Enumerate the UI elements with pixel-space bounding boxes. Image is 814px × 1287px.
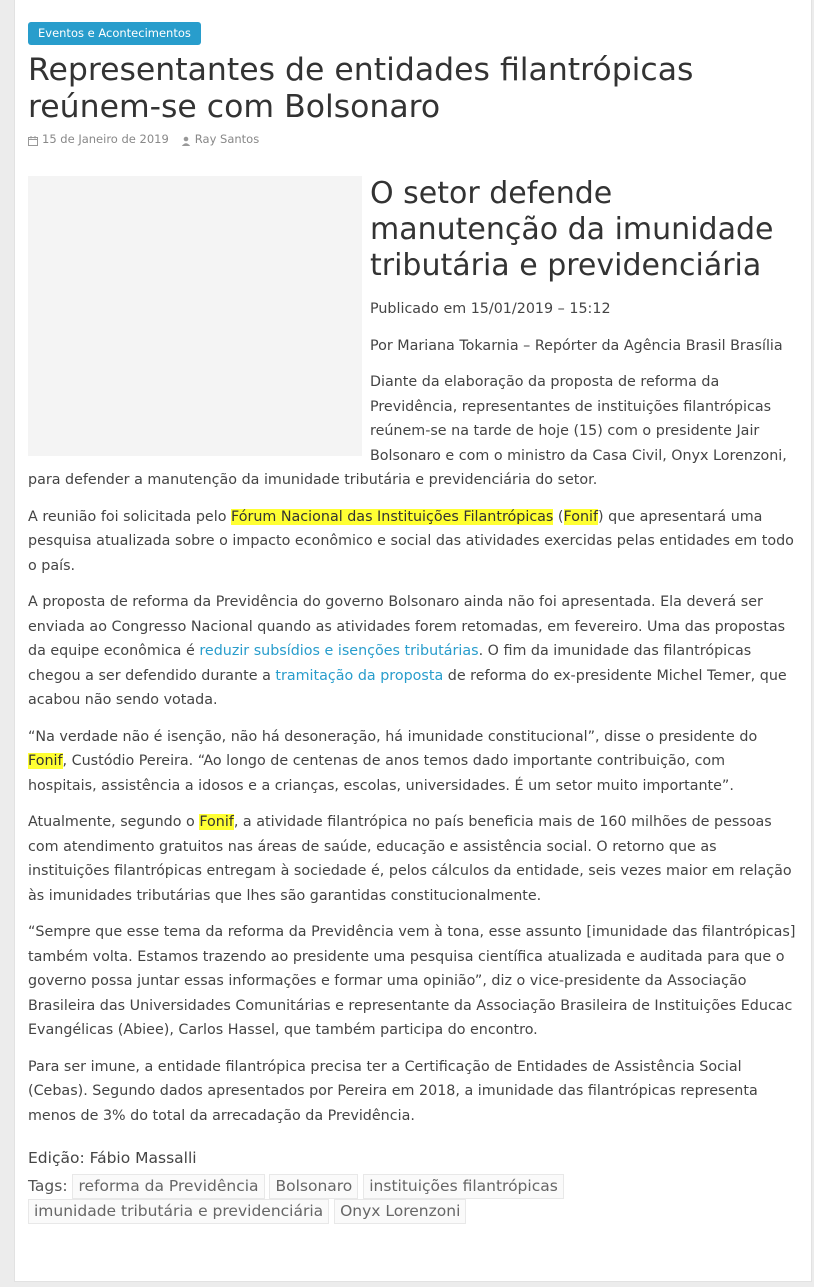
tag-list — [28, 1174, 798, 1224]
paragraph-6: “Sempre que esse tema da reforma da Previdência vem à tona, esse assunto [imunidade das filantrópicas] também volta. Estamos trazendo ao presidente uma pesquisa científica atualizada e auditada para que o governo possa juntar essas informações e formar uma opinião”, diz o vice-presidente da Associação Brasileira das Universidades Comunitárias e representante da Associação Brasileira de Instituições Educac Evangélicas (Abiee), Carlos Hassel, que também participa do encontro. — [28, 924, 796, 1038]
paragraph-5-text: Atualmente, segundo o — [28, 814, 200, 830]
paragraph-3-text: A proposta de reforma da Previdência do governo Bolsonaro ainda não foi apresentada. Ela deverá ser enviada ao Congresso Nacional quando as atividades forem retomadas, em fevereiro. Uma das propostas da equipe econômica é — [28, 594, 786, 659]
tag-item[interactable]: reforma da Previdência — [72, 1174, 264, 1199]
byline: Por Mariana Tokarnia – Repórter da Agência Brasil Brasília — [370, 337, 783, 354]
published-line: Publicado em 15/01/2019 – 15:12 — [370, 301, 611, 317]
user-icon — [181, 135, 191, 145]
post-date[interactable]: 15 de Janeiro de 2019 — [42, 132, 169, 146]
paragraph-7: Para ser imune, a entidade filantrópica precisa ter a Certificação de Entidades de Assistência Social (Cebas). Segundo dados apresentados por Pereira em 2018, a imunidade das filantrópicas representa menos de 3% do total da arrecadação da Previdência. — [28, 1058, 758, 1124]
page-title: Representantes de entidades filantrópicas reúnem-se com Bolsonaro — [28, 52, 694, 125]
paragraph-2 — [28, 505, 798, 579]
paragraph-4-text: “Na verdade não é isenção, não há desoneração, há imunidade constitucional”, disse o presidente do — [28, 728, 758, 745]
calendar-icon — [28, 135, 38, 145]
paragraph-3 — [28, 590, 798, 713]
article-body — [28, 176, 798, 1224]
paragraph-4 — [28, 725, 798, 799]
tag-item[interactable]: Onyx Lorenzoni — [334, 1199, 466, 1224]
link-reduzir-subsidios[interactable]: reduzir subsídios e isenções tributárias — [199, 643, 479, 659]
link-tramitacao[interactable]: tramitação da proposta — [275, 667, 444, 684]
editor-credit: Edição: Fábio Massalli — [28, 1149, 197, 1167]
paragraph-1: Diante da elaboração da proposta de reforma da Previdência, representantes de instituições filantrópicas reúnem-se na tarde de hoje (15) com o presidente Jair Bolsonaro e com o ministro da Casa Civil, Onyx Lorenzoni, para defender a manutenção da imunidade tributária e previdenciária do setor. — [28, 374, 787, 488]
paragraph-4-text: , Custódio Pereira. “Ao longo de centenas de anos temos dado importante contribuição, com hospitais, assistência a idosos e a crianças, escolas, universidades. É um setor muito importante”. — [28, 753, 734, 794]
paragraph-5 — [28, 810, 798, 908]
paragraph-5-text: , a atividade filantrópica no país beneficia mais de 160 milhões de pessoas com atendimento gratuitos nas áreas de saúde, educação e assistência social. O retorno que as instituições filantrópicas entregam à sociedade é, pelos cálculos da entidade, seis vezes maior em relação às imunidades tributárias que lhes são garantidas constitucionalmente. — [28, 814, 792, 904]
highlight-fonif: Fonif — [563, 508, 599, 525]
article-image — [28, 176, 362, 456]
article-subhead: O setor defende manutenção da imunidade tributária e previdenciária — [370, 176, 774, 283]
post-meta — [28, 132, 259, 147]
highlight-forum: Fórum Nacional das Instituições Filantrópicas — [230, 508, 554, 525]
highlight-fonif: Fonif — [28, 753, 63, 769]
paragraph-2-text: A reunião foi solicitada pelo — [28, 508, 231, 525]
paragraph-2-text: ) que apresentará uma pesquisa atualizada sobre o impacto econômico e social das atividades exercidas pelas entidades em todo o país. — [28, 508, 794, 574]
tag-item[interactable]: Bolsonaro — [269, 1174, 358, 1199]
tag-item[interactable]: imunidade tributária e previdenciária — [28, 1199, 329, 1224]
post-author[interactable]: Ray Santos — [194, 132, 260, 146]
tags-label: Tags: — [28, 1177, 68, 1195]
tag-item[interactable]: instituições filantrópicas — [363, 1174, 564, 1199]
category-badge[interactable]: Eventos e Acontecimentos — [28, 22, 201, 45]
paragraph-3-text: . O fim da imunidade das filantrópicas chegou a ser defendido durante a — [28, 643, 752, 684]
paragraph-3-text: de reforma do ex-presidente Michel Temer, que acabou não sendo votada. — [28, 667, 787, 708]
paragraph-2-text: ( — [553, 508, 564, 525]
highlight-fonif: Fonif — [199, 814, 234, 830]
